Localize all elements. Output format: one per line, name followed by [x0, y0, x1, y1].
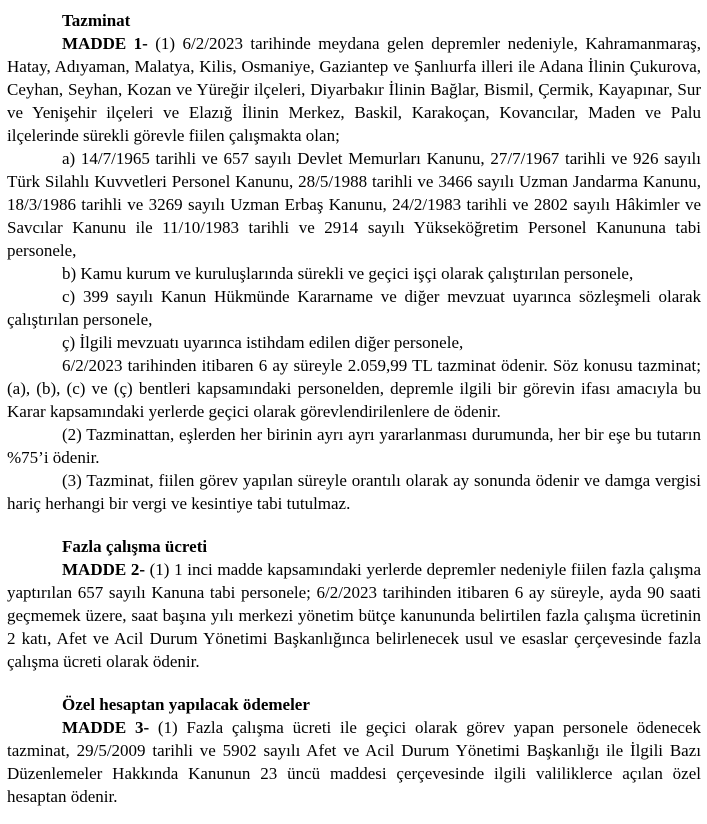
- madde-2-label: MADDE 2-: [62, 560, 146, 579]
- paragraph-madde-3: [7, 716, 701, 808]
- paragraph-madde-1: [7, 32, 701, 147]
- paragraph-bent-b: b) Kamu kurum ve kuruluşlarında sürekli ve geçici işçi olarak çalıştırılan personele,: [62, 264, 634, 283]
- madde-3-label: MADDE 3-: [62, 718, 150, 737]
- madde-1-label: MADDE 1-: [62, 34, 148, 53]
- section-ozel-hesaptan-odemeler: [7, 693, 701, 808]
- paragraph-fikra-3: (3) Tazminat, fiilen görev yapılan süreyle orantılı olarak ay sonunda ödenir ve damga vergisi hariç herhangi bir vergi ve kesintiye tabi tutulmaz.: [7, 471, 701, 513]
- paragraph-madde-2: [7, 558, 701, 673]
- madde-2-text: (1) 1 inci madde kapsamındaki yerlerde depremler nedeniyle fiilen fazla çalışma yaptırılan 657 sayılı Kanuna tabi personele; 6/2/2023 tarihinden itibaren 6 ay süreyle, ayda 90 saati geçmemek üzere, saat başına yılı merkezi yönetim bütçe kanununda belirtilen fazla çalışma ücretinin 2 katı, Afet ve Acil Durum Yönetimi Başkanlığınca belirlenecek usul ve esaslar çerçevesinde fazla çalışma ücreti olarak ödenir.: [7, 560, 701, 671]
- paragraph-bent-c: c) 399 sayılı Kanun Hükmünde Kararname ve diğer mevzuat uyarınca sözleşmeli olarak çalıştırılan personele,: [7, 287, 701, 329]
- section-heading-ozel-hesaptan-odemeler: Özel hesaptan yapılacak ödemeler: [62, 695, 310, 714]
- paragraph-fikra-2: (2) Tazminattan, eşlerden her birinin ayrı ayrı yararlanması durumunda, her bir eşe bu tutarın %75’i ödenir.: [7, 425, 701, 467]
- section-heading-fazla-calisma-ucreti: Fazla çalışma ücreti: [62, 537, 208, 556]
- document-page: [7, 9, 701, 808]
- paragraph-bent-a: a) 14/7/1965 tarihli ve 657 sayılı Devlet Memurları Kanunu, 27/7/1967 tarihli ve 926 sayılı Türk Silahlı Kuvvetleri Personel Kanunu, 28/5/1988 tarihli ve 3466 sayılı Uzman Jandarma Kanunu, 18/3/1986 tarihli ve 3269 sayılı Uzman Erbaş Kanunu, 24/2/1983 tarihli ve 2802 sayılı Hâkimler ve Savcılar Kanunu ile 11/10/1983 tarihli ve 2914 sayılı Yükseköğretim Personel Kanununa tabi personele,: [7, 149, 701, 260]
- paragraph-bent-cc: ç) İlgili mevzuatı uyarınca istihdam edilen diğer personele,: [62, 333, 464, 352]
- section-tazminat: [7, 9, 701, 515]
- madde-3-text: (1) Fazla çalışma ücreti ile geçici olarak görev yapan personele ödenecek tazminat, 29/5/2009 tarihli ve 5902 sayılı Afet ve Acil Durum Yönetimi Başkanlığı ile İlgili Bazı Düzenlemeler Hakkında Kanunun 23 üncü maddesi çerçevesinde ilgili valiliklerce açılan özel hesaptan ödenir.: [7, 718, 701, 806]
- madde-1-text: (1) 6/2/2023 tarihinde meydana gelen depremler nedeniyle, Kahramanmaraş, Hatay, Adıyaman, Malatya, Kilis, Osmaniye, Gaziantep ve Şanlıurfa illeri ile Adana İlinin Çukurova, Ceyhan, Seyhan, Kozan ve Yüreğir ilçeleri, Diyarbakır İlinin Bağlar, Bismil, Çermik, Kayapınar, Sur ve Yenişehir ilçeleri ve Elazığ İlinin Merkez, Baskil, Karakoçan, Kovancılar, Maden ve Palu ilçelerinde sürekli görevle fiilen çalışmakta olan;: [7, 34, 701, 145]
- section-heading-tazminat: Tazminat: [62, 11, 131, 30]
- paragraph-odeme-tutari: 6/2/2023 tarihinden itibaren 6 ay süreyle 2.059,99 TL tazminat ödenir. Söz konusu tazminat; (a), (b), (c) ve (ç) bentleri kapsamındaki personelden, depremle ilgili bir görevin ifası amacıyla bu Karar kapsamındaki yerlerde geçici olarak görevlendirilenlere de ödenir.: [7, 356, 701, 421]
- section-fazla-calisma-ucreti: [7, 535, 701, 673]
